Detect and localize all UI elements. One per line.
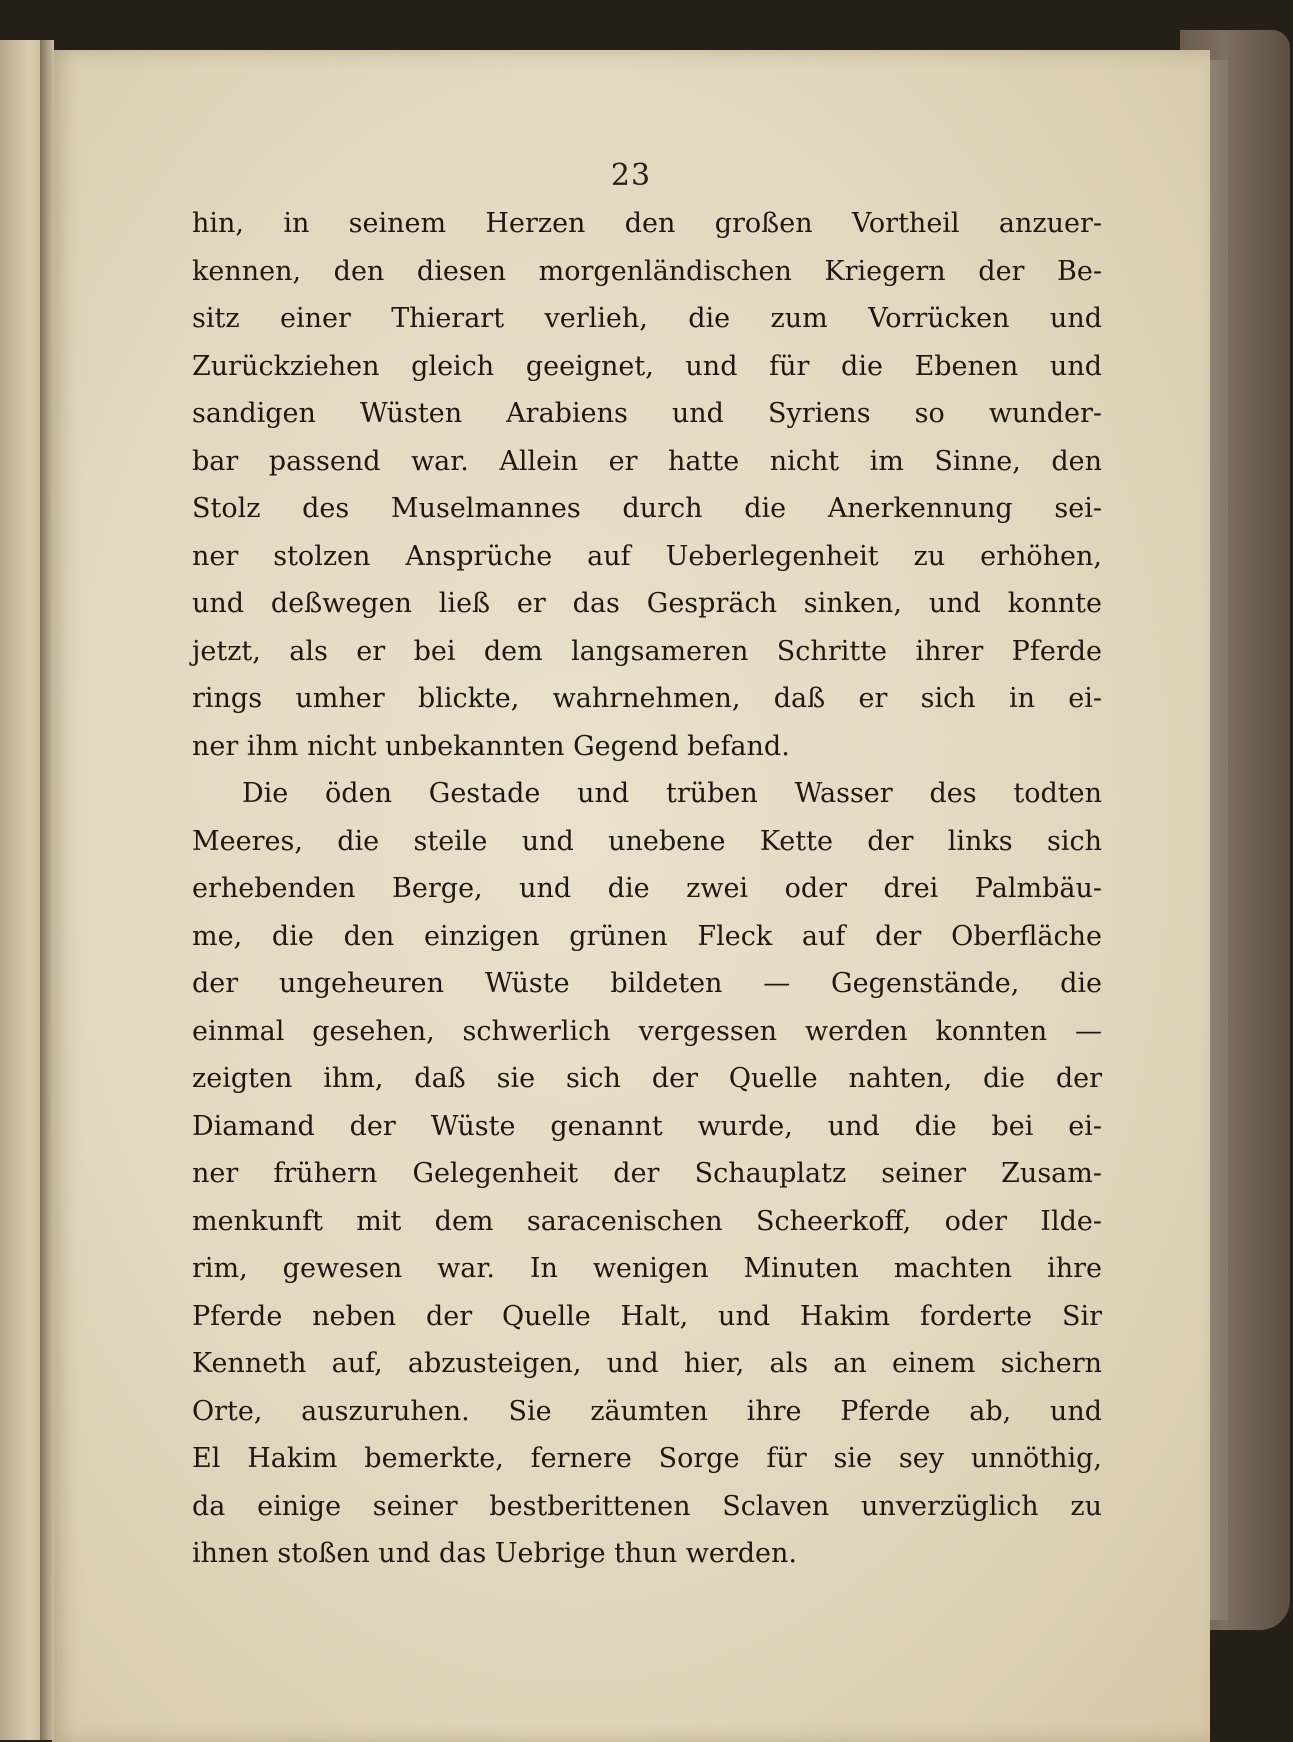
text-line: ner frühern Gelegenheit der Schauplatz seiner Zusam- — [192, 1158, 1102, 1189]
text-line: bar passend war. Allein er hatte nicht im Sinne, den — [192, 445, 1102, 477]
text-line: Kenneth auf, abzusteigen, und hier, als an einem sichern — [192, 1348, 1102, 1379]
text-line: rings umher blickte, wahrnehmen, daß er sich in ei- — [192, 683, 1102, 714]
text-line: Pferde neben der Quelle Halt, und Hakim forderte Sir — [192, 1300, 1102, 1332]
page-number: 23 — [610, 158, 652, 193]
text-line: El Hakim bemerkte, fernere Sorge für sie sey unnöthig, — [192, 1443, 1102, 1474]
text-line: erhebenden Berge, und die zwei oder drei Palmbäu- — [192, 873, 1102, 904]
text-line: Orte, auszuruhen. Sie zäumten ihre Pferde ab, und — [192, 1395, 1102, 1427]
book-page — [52, 50, 1210, 1742]
text-line: und deßwegen ließ er das Gespräch sinken, und konnte — [192, 588, 1102, 619]
text-line: Diamand der Wüste genannt wurde, und die bei ei- — [192, 1110, 1102, 1142]
text-line: einmal gesehen, schwerlich vergessen werden konnten — — [192, 1015, 1102, 1047]
text-line: menkunft mit dem saracenischen Scheerkoff, oder Ilde- — [192, 1205, 1102, 1237]
text-line: Meeres, die steile und unebene Kette der links sich — [192, 825, 1102, 857]
text-line: da einige seiner bestberittenen Sclaven unverzüglich zu — [192, 1490, 1102, 1522]
text-line: jetzt, als er bei dem langsameren Schritte ihrer Pferde — [192, 635, 1102, 667]
paragraph — [192, 770, 1102, 1578]
text-line: Stolz des Muselmannes durch die Anerkennung sei- — [192, 493, 1102, 524]
text-line: sitz einer Thierart verlieh, die zum Vorrücken und — [192, 303, 1102, 334]
text-line: rim, gewesen war. In wenigen Minuten machten ihre — [192, 1253, 1102, 1284]
text-line: ner ihm nicht unbekannten Gegend befand. — [192, 730, 790, 762]
text-line: ihnen stoßen und das Uebrige thun werden. — [192, 1538, 798, 1569]
page-gutter — [40, 40, 54, 1740]
text-line: hin, in seinem Herzen den großen Vortheil anzuer- — [192, 208, 1102, 239]
text-line: Zurückziehen gleich geeignet, und für die Ebenen und — [192, 350, 1102, 382]
paragraph — [192, 200, 1102, 770]
text-line: ner stolzen Ansprüche auf Ueberlegenheit zu erhöhen, — [192, 540, 1102, 572]
text-line: Die öden Gestade und trüben Wasser des todten — [242, 778, 1102, 809]
text-line: kennen, den diesen morgenländischen Kriegern der Be- — [192, 255, 1102, 287]
text-line: sandigen Wüsten Arabiens und Syriens so wunder- — [192, 398, 1102, 429]
text-line: zeigten ihm, daß sie sich der Quelle nahten, die der — [192, 1063, 1102, 1094]
text-line: der ungeheuren Wüste bildeten — Gegenstände, die — [192, 968, 1102, 999]
body-text — [192, 200, 1102, 1578]
text-line: me, die den einzigen grünen Fleck auf der Oberfläche — [192, 920, 1102, 952]
